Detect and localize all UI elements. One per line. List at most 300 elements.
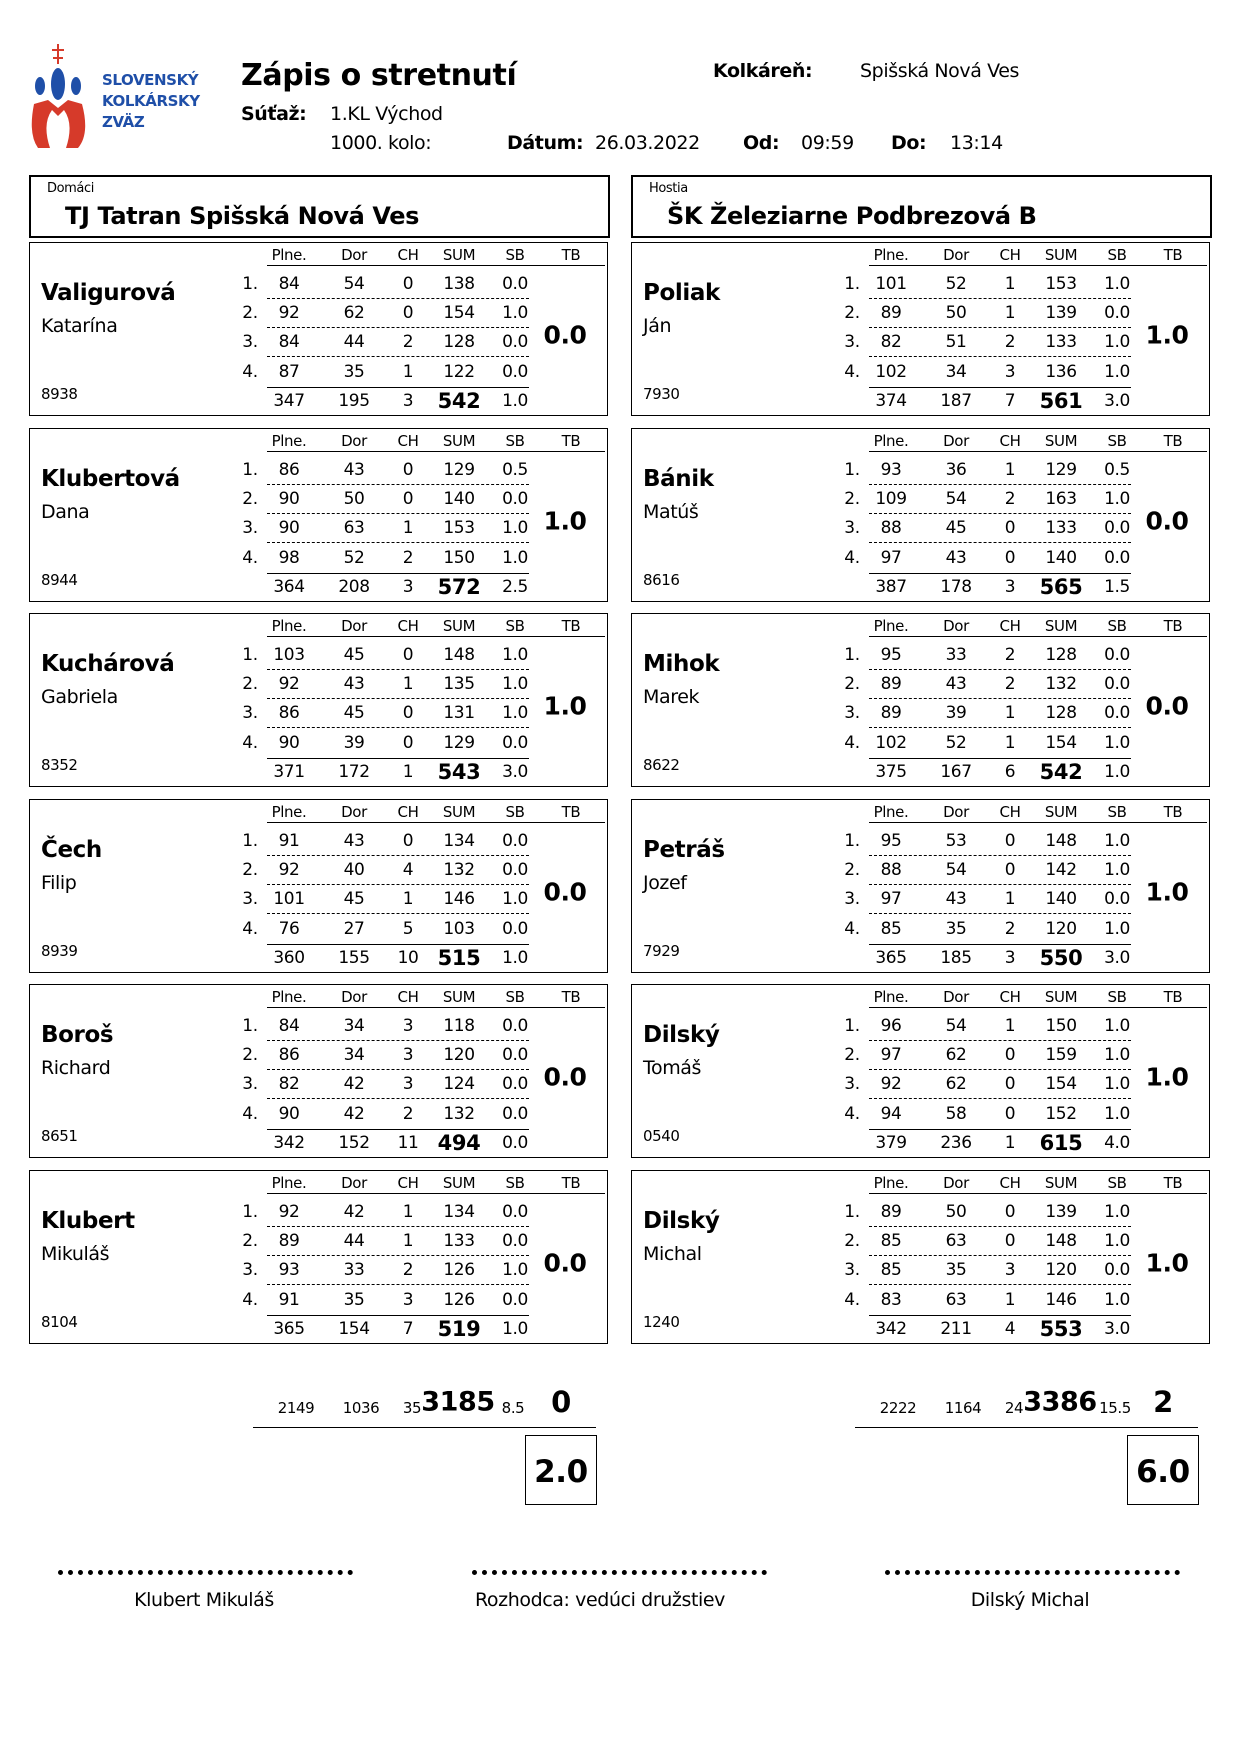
row-number: 4. [844, 918, 860, 939]
home-team-header [29, 175, 610, 238]
player-block [29, 613, 608, 787]
total-value: 542 [437, 389, 481, 413]
cell-value: 86 [278, 703, 300, 723]
column-header: CH [999, 1173, 1021, 1192]
row-number: 4. [242, 362, 258, 382]
cell-value: 0.0 [1104, 517, 1130, 538]
row-number: 2. [242, 303, 258, 323]
cell-value: 96 [880, 1016, 902, 1036]
cell-value: 63 [945, 1230, 967, 1251]
cell-value: 134 [443, 830, 475, 851]
player-last-name: Valigurová [41, 280, 176, 306]
player-block [29, 242, 608, 416]
cell-value: 0.0 [1104, 703, 1130, 723]
cell-value: 89 [880, 303, 902, 323]
cell-value: 2 [402, 547, 414, 568]
cell-value: 0.0 [502, 1289, 528, 1310]
logo-bowling-pins-icon [28, 44, 92, 148]
player-first-name: Gabriela [41, 686, 118, 708]
row-number: 1. [844, 645, 860, 665]
points-box [1127, 1435, 1199, 1505]
cell-value: 82 [278, 1074, 300, 1094]
cell-value: 27 [343, 918, 365, 939]
column-header: TB [1163, 617, 1183, 635]
cell-value: 0 [1004, 1230, 1016, 1251]
column-header: SUM [1044, 1173, 1078, 1192]
cell-value: 3 [1004, 1259, 1016, 1280]
row-divider [869, 513, 1131, 514]
cell-value: 92 [880, 1074, 902, 1094]
cell-value: 0.0 [1104, 645, 1130, 665]
cell-value: 2 [1004, 332, 1016, 352]
total-value: 371 [273, 762, 305, 782]
cell-value: 150 [1045, 1016, 1077, 1036]
cell-value: 4 [402, 859, 414, 880]
summary-tb: 2 [1153, 1385, 1173, 1419]
cell-value: 154 [443, 303, 475, 323]
player-first-name: Matúš [643, 500, 699, 523]
player-block [631, 613, 1210, 787]
cell-value: 146 [1045, 1289, 1077, 1310]
summary-plne: 2149 [277, 1399, 315, 1417]
cell-value: 0.0 [502, 1074, 528, 1094]
column-header: CH [397, 246, 419, 264]
cell-value: 1.0 [1104, 830, 1130, 851]
row-number: 4. [844, 1104, 860, 1124]
column-header: TB [561, 246, 581, 264]
row-number: 2. [242, 674, 258, 694]
tb-value: 0.0 [1145, 691, 1189, 721]
cell-value: 0.0 [502, 274, 528, 294]
cell-value: 2 [1004, 645, 1016, 665]
cell-value: 0.0 [1104, 303, 1130, 323]
row-divider [869, 669, 1131, 670]
cell-value: 1.0 [1104, 1045, 1130, 1065]
page-title: Zápis o stretnutí [241, 58, 517, 93]
total-value: 1.5 [1104, 576, 1130, 597]
total-value: 3.0 [1104, 947, 1130, 968]
cell-value: 154 [1045, 1074, 1077, 1094]
row-number: 2. [242, 488, 258, 509]
row-number: 4. [242, 1289, 258, 1310]
total-value: 195 [338, 391, 370, 411]
cell-value: 39 [945, 703, 967, 723]
cell-value: 126 [443, 1289, 475, 1310]
cell-value: 76 [278, 918, 300, 939]
column-header: SUM [442, 1173, 476, 1192]
cell-value: 54 [945, 488, 967, 509]
cell-value: 88 [880, 517, 902, 538]
row-number: 4. [844, 1289, 860, 1310]
column-header: SUM [1044, 988, 1078, 1006]
row-divider [267, 1284, 529, 1285]
cell-value: 50 [945, 1201, 967, 1222]
row-number: 1. [242, 645, 258, 665]
datum-label: Dátum: [507, 132, 584, 154]
cell-value: 0.0 [1104, 547, 1130, 568]
cell-value: 97 [880, 888, 902, 909]
player-id: 7930 [643, 385, 680, 403]
cell-value: 1 [402, 517, 414, 538]
cell-value: 0 [402, 274, 414, 294]
player-first-name: Ján [643, 315, 672, 337]
row-number: 3. [242, 888, 258, 909]
total-value: 0.0 [502, 1133, 528, 1153]
cell-value: 103 [443, 918, 475, 939]
total-value: 154 [338, 1318, 370, 1339]
column-header: Plne. [873, 802, 909, 821]
row-divider [267, 542, 529, 543]
cell-value: 85 [880, 1230, 902, 1251]
column-header: CH [999, 431, 1021, 450]
cell-value: 62 [945, 1045, 967, 1065]
total-value: 379 [875, 1133, 907, 1153]
total-value: 550 [1039, 945, 1083, 970]
row-number: 2. [844, 674, 860, 694]
cell-value: 0.0 [1104, 1259, 1130, 1280]
cell-value: 0 [402, 488, 414, 509]
column-header: TB [561, 617, 581, 635]
cell-value: 54 [343, 274, 365, 294]
cell-value: 150 [443, 547, 475, 568]
cell-value: 122 [443, 362, 475, 382]
total-divider [869, 758, 1131, 759]
cell-value: 0 [1004, 547, 1016, 568]
player-first-name: Marek [643, 686, 700, 708]
player-block [631, 428, 1210, 602]
cell-value: 92 [278, 674, 300, 694]
total-value: 11 [397, 1133, 419, 1153]
cell-value: 126 [443, 1259, 475, 1280]
header-divider [869, 265, 1207, 266]
cell-value: 129 [443, 733, 475, 753]
total-value: 347 [273, 391, 305, 411]
tb-value: 1.0 [1145, 877, 1189, 906]
cell-value: 1.0 [1104, 1074, 1130, 1094]
cell-value: 0 [402, 830, 414, 851]
row-divider [267, 727, 529, 728]
points-value: 6.0 [1136, 1454, 1190, 1490]
column-header: SUM [442, 617, 476, 635]
cell-value: 43 [343, 459, 365, 480]
cell-value: 1 [402, 362, 414, 382]
total-value: 3 [402, 391, 414, 411]
player-first-name: Michal [643, 1242, 702, 1265]
cell-value: 0.0 [502, 859, 528, 880]
row-divider [869, 698, 1131, 699]
cell-value: 102 [875, 733, 907, 753]
tb-value: 1.0 [1145, 1248, 1189, 1277]
player-first-name: Mikuláš [41, 1242, 110, 1265]
cell-value: 133 [1045, 517, 1077, 538]
column-header: SB [505, 617, 525, 635]
tb-value: 1.0 [543, 506, 587, 535]
cell-value: 0.0 [502, 830, 528, 851]
cell-value: 43 [343, 830, 365, 851]
cell-value: 2 [402, 332, 414, 352]
cell-value: 89 [278, 1230, 300, 1251]
summary-sb: 8.5 [501, 1399, 525, 1417]
cell-value: 0.5 [502, 459, 528, 480]
row-divider [267, 1226, 529, 1227]
column-header: TB [1163, 802, 1183, 821]
cell-value: 90 [278, 1104, 300, 1124]
cell-value: 140 [443, 488, 475, 509]
column-header: Plne. [271, 246, 307, 264]
cell-value: 1 [1004, 303, 1016, 323]
cell-value: 95 [880, 830, 902, 851]
cell-value: 0.0 [502, 1016, 528, 1036]
cell-value: 109 [875, 488, 907, 509]
column-header: Dor [943, 431, 969, 450]
player-last-name: Čech [41, 836, 102, 863]
cell-value: 133 [1045, 332, 1077, 352]
row-divider [869, 542, 1131, 543]
cell-value: 129 [443, 459, 475, 480]
player-block [29, 1170, 608, 1344]
tb-value: 0.0 [1145, 506, 1189, 535]
cell-value: 1.0 [502, 517, 528, 538]
cell-value: 128 [1045, 703, 1077, 723]
od-label: Od: [743, 132, 780, 154]
cell-value: 43 [945, 547, 967, 568]
cell-value: 33 [343, 1259, 365, 1280]
total-value: 515 [437, 945, 481, 970]
tb-value: 0.0 [543, 1062, 587, 1092]
cell-value: 91 [278, 830, 300, 851]
column-header: TB [561, 802, 581, 821]
player-first-name: Katarína [41, 315, 118, 337]
cell-value: 35 [343, 1289, 365, 1310]
cell-value: 134 [443, 1201, 475, 1222]
total-divider [267, 573, 529, 574]
cell-value: 35 [945, 1259, 967, 1280]
cell-value: 45 [945, 517, 967, 538]
row-divider [267, 327, 529, 328]
column-header: TB [1163, 431, 1183, 450]
column-header: TB [1163, 246, 1183, 264]
cell-value: 1.0 [1104, 488, 1130, 509]
cell-value: 42 [343, 1201, 365, 1222]
cell-value: 92 [278, 303, 300, 323]
row-number: 1. [844, 1201, 860, 1222]
tb-value: 0.0 [543, 320, 587, 350]
cell-value: 90 [278, 733, 300, 753]
column-header: TB [561, 988, 581, 1006]
total-value: 3 [1004, 947, 1016, 968]
cell-value: 1 [402, 1201, 414, 1222]
column-header: Dor [943, 617, 969, 635]
header-divider [267, 822, 605, 823]
column-header: Plne. [271, 1173, 307, 1192]
logo-line: KOLKÁRSKY [102, 92, 200, 110]
total-value: 360 [273, 947, 305, 968]
column-header: Plne. [873, 246, 909, 264]
column-header: TB [561, 1173, 581, 1192]
cell-value: 1.0 [502, 703, 528, 723]
cell-value: 2 [1004, 488, 1016, 509]
total-value: 185 [940, 947, 972, 968]
row-divider [869, 1040, 1131, 1041]
total-value: 4.0 [1104, 1133, 1130, 1153]
total-value: 561 [1039, 389, 1083, 413]
summary-divider [855, 1427, 1198, 1428]
total-value: 172 [338, 762, 370, 782]
do-value: 13:14 [950, 132, 1003, 154]
column-header: CH [397, 617, 419, 635]
row-divider [267, 669, 529, 670]
row-divider [267, 484, 529, 485]
column-header: Dor [341, 1173, 367, 1192]
column-header: Plne. [271, 802, 307, 821]
cell-value: 1.0 [502, 303, 528, 323]
total-value: 365 [273, 1318, 305, 1339]
cell-value: 34 [343, 1016, 365, 1036]
cell-value: 84 [278, 1016, 300, 1036]
column-header: Dor [341, 617, 367, 635]
total-value: 1.0 [1104, 762, 1130, 782]
header-divider [267, 1193, 605, 1194]
cell-value: 148 [1045, 1230, 1077, 1251]
total-value: 167 [940, 762, 972, 782]
cell-value: 93 [278, 1259, 300, 1280]
row-number: 2. [844, 1230, 860, 1251]
row-divider [267, 698, 529, 699]
cell-value: 163 [1045, 488, 1077, 509]
player-last-name: Kuchárová [41, 651, 175, 677]
total-value: 375 [875, 762, 907, 782]
total-value: 155 [338, 947, 370, 968]
player-block [29, 428, 608, 602]
row-divider [869, 913, 1131, 914]
total-value: 542 [1039, 760, 1083, 784]
total-value: 7 [1004, 391, 1016, 411]
summary-dor: 1036 [342, 1399, 380, 1417]
player-id: 8938 [41, 385, 78, 403]
cell-value: 3 [1004, 362, 1016, 382]
total-value: 152 [338, 1133, 370, 1153]
cell-value: 101 [273, 888, 305, 909]
row-number: 4. [242, 547, 258, 568]
cell-value: 140 [1045, 888, 1077, 909]
cell-value: 42 [343, 1074, 365, 1094]
total-divider [869, 387, 1131, 388]
cell-value: 1 [1004, 459, 1016, 480]
cell-value: 1 [1004, 888, 1016, 909]
cell-value: 148 [443, 645, 475, 665]
cell-value: 90 [278, 517, 300, 538]
cell-value: 91 [278, 1289, 300, 1310]
home-team-name: TJ Tatran Spišská Nová Ves [65, 202, 420, 230]
column-header: SB [1107, 988, 1127, 1006]
cell-value: 1.0 [1104, 274, 1130, 294]
row-number: 1. [242, 274, 258, 294]
cell-value: 83 [880, 1289, 902, 1310]
cell-value: 62 [945, 1074, 967, 1094]
row-number: 3. [242, 703, 258, 723]
column-header: CH [999, 617, 1021, 635]
summary-divider [253, 1427, 596, 1428]
total-divider [267, 1129, 529, 1130]
player-first-name: Tomáš [643, 1057, 702, 1079]
row-number: 1. [242, 459, 258, 480]
cell-value: 58 [945, 1104, 967, 1124]
row-number: 2. [844, 303, 860, 323]
cell-value: 136 [1045, 362, 1077, 382]
cell-value: 89 [880, 674, 902, 694]
row-divider [869, 1284, 1131, 1285]
cell-value: 0 [1004, 1201, 1016, 1222]
points-value: 2.0 [534, 1454, 588, 1490]
cell-value: 44 [343, 332, 365, 352]
total-value: 342 [875, 1318, 907, 1339]
cell-value: 154 [1045, 733, 1077, 753]
cell-value: 45 [343, 645, 365, 665]
cell-value: 0.0 [502, 1045, 528, 1065]
cell-value: 52 [945, 274, 967, 294]
total-value: 1.0 [502, 391, 528, 411]
kolkaren-value: Spišská Nová Ves [860, 60, 1020, 82]
cell-value: 1.0 [502, 1259, 528, 1280]
cell-value: 86 [278, 459, 300, 480]
cell-value: 92 [278, 859, 300, 880]
cell-value: 0 [402, 459, 414, 480]
player-id: 8616 [643, 570, 680, 589]
total-value: 7 [402, 1318, 414, 1339]
signature-guest-captain: Dilský Michal [970, 1589, 1090, 1611]
cell-value: 0 [1004, 1045, 1016, 1065]
summary-dor: 1164 [944, 1399, 982, 1417]
cell-value: 97 [880, 547, 902, 568]
cell-value: 1.0 [1104, 918, 1130, 939]
player-last-name: Dilský [643, 1207, 720, 1234]
tb-value: 1.0 [1145, 320, 1189, 350]
guest-team-header [631, 175, 1212, 238]
cell-value: 0 [402, 303, 414, 323]
row-number: 2. [844, 1045, 860, 1065]
total-value: 4 [1004, 1318, 1016, 1339]
cell-value: 0 [402, 733, 414, 753]
row-number: 3. [242, 517, 258, 538]
do-label: Do: [891, 132, 927, 154]
cell-value: 0 [1004, 830, 1016, 851]
total-value: 178 [940, 576, 972, 597]
cell-value: 1.0 [1104, 859, 1130, 880]
cell-value: 1.0 [502, 547, 528, 568]
cell-value: 1.0 [1104, 1230, 1130, 1251]
row-divider [267, 298, 529, 299]
cell-value: 84 [278, 274, 300, 294]
cell-value: 2 [1004, 674, 1016, 694]
player-id: 0540 [643, 1127, 680, 1145]
player-last-name: Klubert [41, 1207, 135, 1234]
cell-value: 2 [1004, 918, 1016, 939]
tb-value: 1.0 [1145, 1062, 1189, 1092]
total-value: 208 [338, 576, 370, 597]
cell-value: 132 [443, 859, 475, 880]
cell-value: 129 [1045, 459, 1077, 480]
column-header: SUM [442, 246, 476, 264]
player-last-name: Boroš [41, 1022, 114, 1048]
row-divider [869, 884, 1131, 885]
row-number: 3. [844, 888, 860, 909]
total-value: 1 [1004, 1133, 1016, 1153]
column-header: CH [999, 802, 1021, 821]
kolo: 1000. kolo: [330, 132, 432, 154]
row-divider [267, 884, 529, 885]
row-divider [267, 1069, 529, 1070]
row-divider [869, 356, 1131, 357]
